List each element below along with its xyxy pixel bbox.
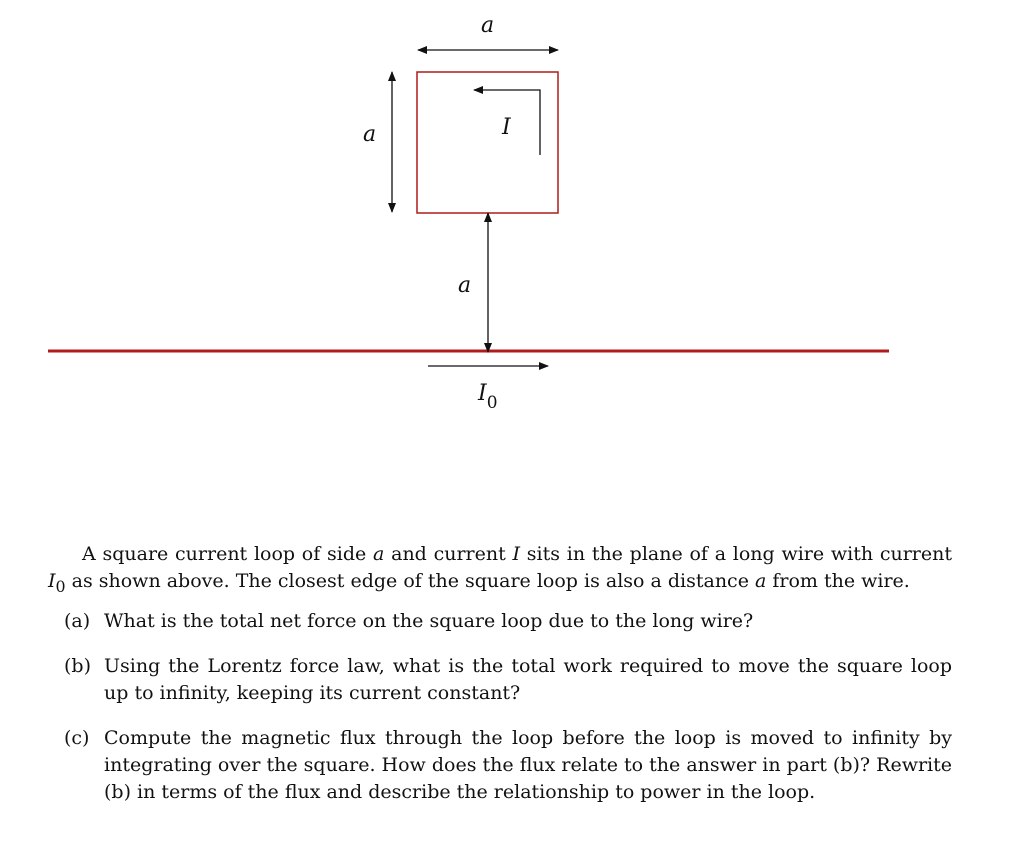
question-text: Using the Lorentz force law, what is the total work required to move the square loop up to infinity, keeping its current constant? xyxy=(104,654,952,704)
question-text: Compute the magnetic flux through the loop before the loop is moved to infinity by integrating over the square. How does the flux relate to the answer in part (b)? Rewrite (b) in terms of the flux and describe the relationship to power in the loop. xyxy=(104,726,952,803)
question-label: (a) xyxy=(64,609,91,632)
wire-current-label: I0 xyxy=(478,381,498,413)
square-loop xyxy=(417,72,558,213)
problem-intro: A square current loop of side a and current I sits in the plane of a long wire with current $I_0$ as shown above. The closest edge of the square loop is also a distance a from the wire. xyxy=(48,543,952,596)
question-label: (b) xyxy=(64,654,91,677)
question-b xyxy=(48,653,952,707)
question-text: What is the total net force on the square loop due to the long wire? xyxy=(104,609,754,632)
top-side-label: a xyxy=(481,13,495,38)
left-side-label: a xyxy=(363,122,377,147)
gap-label: a xyxy=(458,273,472,298)
question-label: (c) xyxy=(64,726,90,749)
question-c xyxy=(48,725,952,806)
problem-text xyxy=(48,541,952,824)
question-a xyxy=(48,608,952,635)
loop-current-label: I xyxy=(502,115,511,140)
